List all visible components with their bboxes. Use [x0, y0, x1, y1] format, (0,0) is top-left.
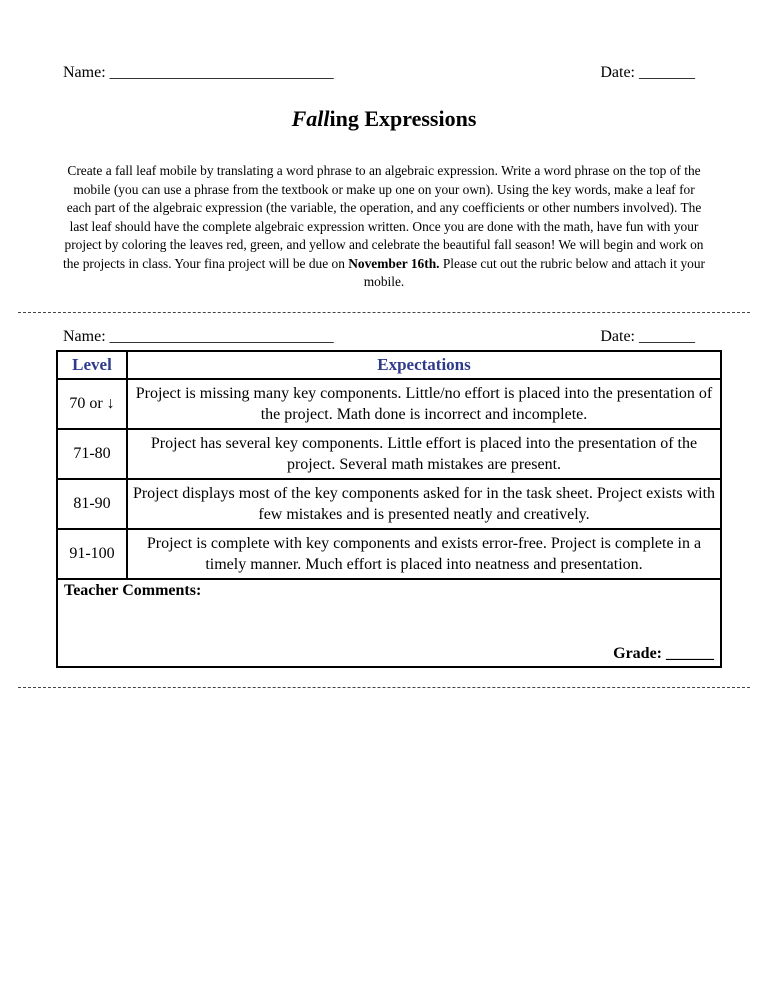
rubric-date-field: Date: _______ — [600, 328, 695, 345]
expectation-cell: Project has several key components. Little effort is placed into the presentation of the project. Several math mistakes are present. — [127, 429, 721, 479]
cut-line-bottom — [18, 687, 750, 688]
title-italic-part: Fall — [291, 106, 330, 131]
due-date: November 16th. — [348, 255, 440, 271]
level-cell: 71-80 — [57, 429, 127, 479]
teacher-comments-label: Teacher Comments: — [64, 582, 202, 599]
top-header-row — [63, 64, 695, 82]
name-field: Name: ____________________________ — [63, 64, 334, 81]
table-row — [57, 379, 721, 429]
teacher-comments-box[interactable] — [57, 579, 721, 667]
comments-row — [57, 579, 721, 667]
instructions-text: Create a fall leaf mobile by translating a word phrase to an algebraic expression. Write a word phrase on the top of the mobile (you can use a phrase from the textbook or make up one on your own). Using the key words, make a leaf for each part of the algebraic expression (the variable, the operation, and any coefficients or other numbers involved). The last leaf should have the complete algebraic expression written. Once you are done with the math, have fun with your project by coloring the leaves red, green, and yellow and celebrate the beautiful fall season! We will begin and work on the projects in class. Your fina project will be due on — [63, 163, 704, 271]
table-row — [57, 479, 721, 529]
expectation-cell: Project is missing many key components. Little/no effort is placed into the presentation of the project. Math done is incorrect and incomplete. — [127, 379, 721, 429]
instructions-text-end: Please cut out the rubric below and attach it your mobile. — [363, 255, 705, 289]
expectation-cell: Project displays most of the key components asked for in the task sheet. Project exists with few mistakes and is presented neatly and creatively. — [127, 479, 721, 529]
instructions-paragraph — [60, 162, 708, 292]
level-cell: 70 or ↓ — [57, 379, 127, 429]
title-rest: ing Expressions — [329, 106, 477, 131]
table-row — [57, 429, 721, 479]
date-field: Date: _______ — [600, 64, 695, 81]
rubric-table — [56, 350, 722, 668]
level-header: Level — [57, 351, 127, 379]
expectation-cell: Project is complete with key components and exists error-free. Project is complete in a timely manner. Much effort is placed into neatness and presentation. — [127, 529, 721, 579]
grade-field: Grade: ______ — [613, 645, 714, 662]
table-row — [57, 529, 721, 579]
rubric-header — [57, 351, 721, 379]
expectations-header: Expectations — [127, 351, 721, 379]
page-title — [0, 106, 768, 132]
rubric-header-row — [63, 328, 695, 346]
cut-line-top — [18, 312, 750, 313]
level-cell: 91-100 — [57, 529, 127, 579]
level-cell: 81-90 — [57, 479, 127, 529]
rubric-name-field: Name: ____________________________ — [63, 328, 334, 345]
